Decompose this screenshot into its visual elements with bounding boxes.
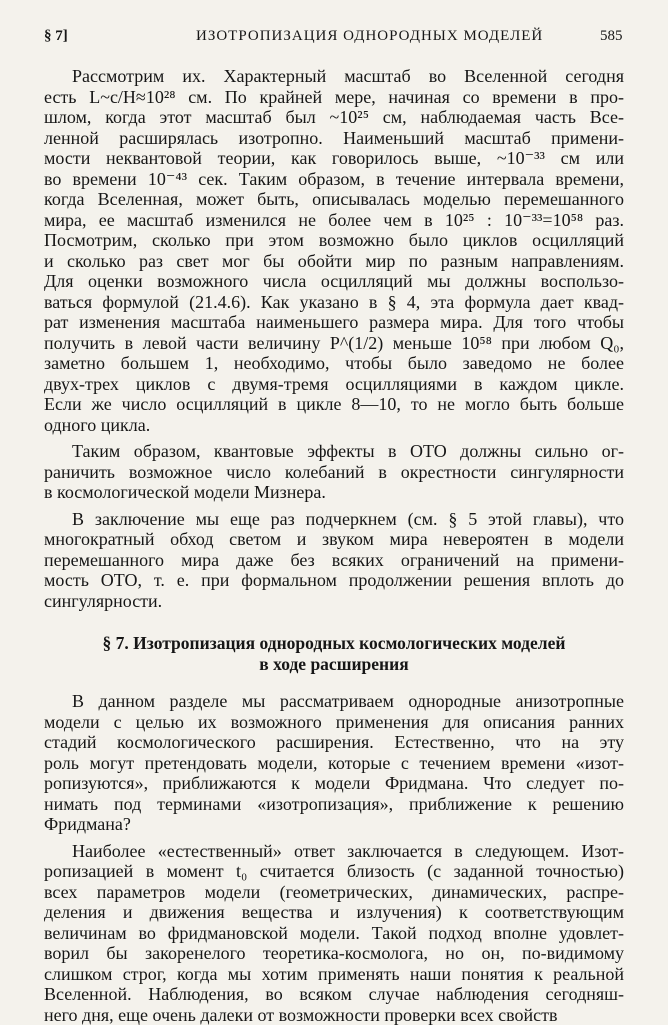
text-line: в космологической модели Мизнера. [44, 482, 624, 503]
section-heading [44, 633, 624, 675]
text-line: получить в левой части величину P^(1/2) меньше 10⁵⁸ при любом Q₀, [44, 333, 624, 354]
text-line: Посмотрим, сколько при этом возможно было циклов осцилляций [44, 230, 624, 251]
text-line: ропизуются», приближаются к модели Фридмана. Что следует по- [44, 773, 624, 794]
section-text [44, 691, 624, 1025]
section-heading-line: § 7. Изотропизация однородных космологических моделей [44, 633, 624, 654]
text-line: есть L~c/H≈10²⁸ см. По крайней мере, начиная со времени в про- [44, 87, 624, 108]
text-line: В заключение мы еще раз подчеркнем (см. § 5 этой главы), что [44, 509, 624, 530]
text-line: мость ОТО, т. е. при формальном продолжении решения вплоть до [44, 570, 624, 591]
text-line: шлом, когда этот масштаб был ~10²⁵ см, наблюдаемая часть Все- [44, 107, 624, 128]
text-line: мости неквантовой теории, как говорилось выше, ~10⁻³³ см или [44, 148, 624, 169]
preceding-text [44, 66, 624, 611]
text-line: нимать под терминами «изотропизация», приближение к решению [44, 794, 624, 815]
paragraph [44, 441, 624, 503]
text-line: деления и движения вещества и излучения) к соответствующим [44, 902, 624, 923]
text-line: слишком строг, когда мы хотим применять наши понятия к реальной [44, 964, 624, 985]
text-line: мира, ее масштаб изменился не более чем в 10²⁵ : 10⁻³³=10⁵⁸ раз. [44, 210, 624, 231]
text-line: и сколько раз свет мог бы обойти мир по разным направлениям. [44, 251, 624, 272]
text-line: Наиболее «естественный» ответ заключается в следующем. Изот- [44, 841, 624, 862]
text-line: двух-трех циклов с двумя-тремя осцилляциями в каждом цикле. [44, 374, 624, 395]
text-line: него дня, еще очень далеки от возможности проверки всех свойств [44, 1005, 624, 1025]
text-line: ленной расширялась изотропно. Наименьший масштаб примени- [44, 128, 624, 149]
section-heading-line: в ходе расширения [44, 654, 624, 675]
text-line: когда Вселенная, может быть, описывалась моделью перемешанного [44, 189, 624, 210]
text-line: ропизацией в момент t₀ считается близость (с заданной точностью) [44, 861, 624, 882]
text-line: рат изменения масштаба наименьшего размера мира. Для того чтобы [44, 312, 624, 333]
paragraph [44, 509, 624, 612]
paragraph [44, 691, 624, 835]
text-line: стадий космологического расширения. Естественно, что на эту [44, 732, 624, 753]
text-line: Рассмотрим их. Характерный масштаб во Вселенной сегодня [44, 66, 624, 87]
text-line: многократный обход светом и звуком мира невероятен в модели [44, 529, 624, 550]
text-line: ворил бы закоренелого теоретика-космолога, но он, по-видимому [44, 943, 624, 964]
text-line: Фридмана? [44, 814, 624, 835]
text-line: заметно большем 1, необходимо, чтобы было заведомо не более [44, 353, 624, 374]
text-line: Вселенной. Наблюдения, во всяком случае наблюдения сегодняш- [44, 984, 624, 1005]
running-header [0, 28, 668, 52]
text-line: раничить возможное число колебаний в окрестности сингулярности [44, 462, 624, 483]
text-line: Для оценки возможного числа осцилляций мы должны воспользо- [44, 271, 624, 292]
text-line: перемешанного мира даже без всяких ограничений на примени- [44, 550, 624, 571]
text-line: величинам во фридмановской модели. Такой подход вполне удовлет- [44, 923, 624, 944]
text-body [44, 66, 624, 1025]
page-number: 585 [600, 28, 623, 45]
text-line: модели с целью их возможного применения для описания ранних [44, 712, 624, 733]
text-line: сингулярности. [44, 591, 624, 612]
text-line: во времени 10⁻⁴³ сек. Таким образом, в течение интервала времени, [44, 169, 624, 190]
text-line: роль могут претендовать модели, которые с течением времени «изот- [44, 753, 624, 774]
text-line: Таким образом, квантовые эффекты в ОТО должны сильно ог- [44, 441, 624, 462]
text-line: одного цикла. [44, 415, 624, 436]
text-line: Если же число осцилляций в цикле 8—10, то не могло быть больше [44, 394, 624, 415]
header-chapter-title: ИЗОТРОПИЗАЦИЯ ОДНОРОДНЫХ МОДЕЛЕЙ [196, 28, 543, 45]
text-line: ваться формулой (21.4.6). Как указано в § 4, эта формула дает квад- [44, 292, 624, 313]
header-section-ref: § 7] [44, 28, 68, 45]
paragraph [44, 66, 624, 435]
paragraph [44, 841, 624, 1025]
text-line: В данном разделе мы рассматриваем однородные анизотропные [44, 691, 624, 712]
text-line: всех параметров модели (геометрических, динамических, распре- [44, 882, 624, 903]
